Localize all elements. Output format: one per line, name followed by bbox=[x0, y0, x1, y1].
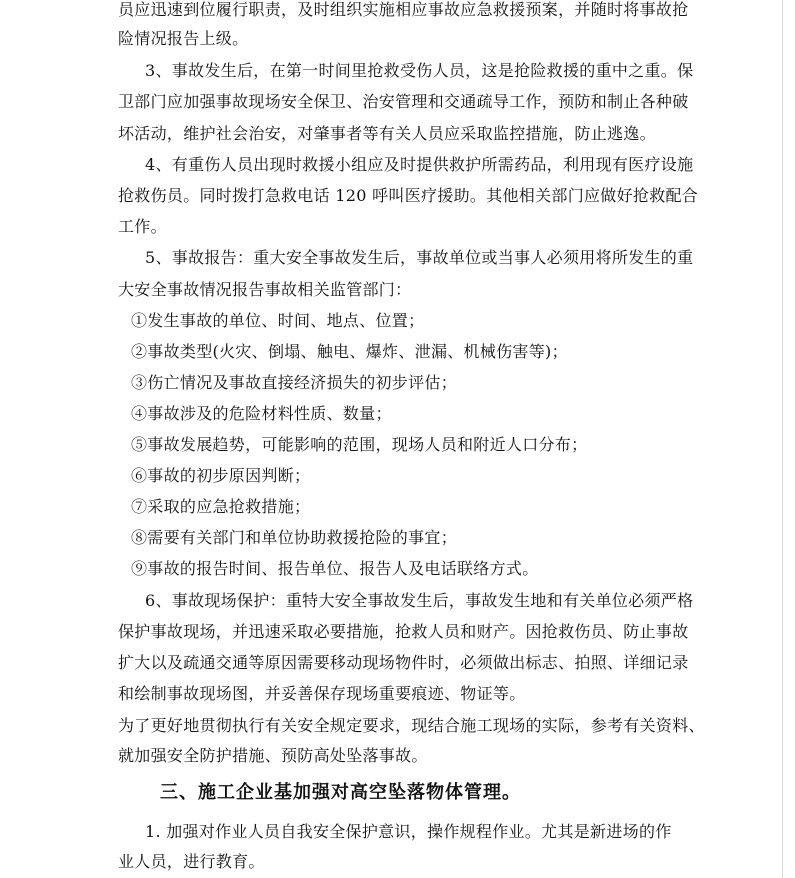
list-item-4: ④事故涉及的危险材料性质、数量； bbox=[131, 404, 392, 423]
paragraph-3-start: 3、事故发生后，在第一时间里抢救受伤人员，这是抢险救援的重中之重。保 bbox=[145, 61, 694, 80]
list-item-2: ②事故类型(火灾、倒塌、触电、爆炸、泄漏、机械伤害等)； bbox=[131, 342, 568, 361]
section-heading: 三、施工企业基加强对高空坠落物体管理。 bbox=[160, 782, 521, 803]
text-line: 员应迅速到位履行职责，及时组织实施相应事故应急救援预案，并随时将事故抢 bbox=[118, 0, 689, 19]
page-edge-divider bbox=[782, 0, 783, 878]
paragraph-6-start: 6、事故现场保护：重特大安全事故发生后，事故发生地和有关单位必须严格 bbox=[145, 591, 694, 610]
list-item-1: ①发生事故的单位、时间、地点、位置； bbox=[131, 311, 425, 330]
text-line: 和绘制事故现场图，并妥善保存现场重要痕迹、物证等。 bbox=[118, 684, 526, 703]
list-item-3: ③伤亡情况及事故直接经济损失的初步评估； bbox=[131, 373, 458, 392]
text-line: 卫部门应加强事故现场安全保卫、治安管理和交通疏导工作，预防和制止各种破 bbox=[118, 92, 689, 111]
text-line: 就加强安全防护措施、预防高处坠落事故。 bbox=[118, 746, 428, 765]
text-line: 坏活动，维护社会治安，对肇事者等有关人员应采取监控措施，防止逃逸。 bbox=[118, 124, 656, 143]
text-line: 工作。 bbox=[118, 217, 167, 236]
text-line: 业人员，进行教育。 bbox=[118, 852, 265, 871]
paragraph-1-start: 1. 加强对作业人员自我安全保护意识，操作规程作业。尤其是新进场的作 bbox=[145, 822, 672, 841]
text-line: 保护事故现场，并迅速采取必要措施，抢救人员和财产。因抢救伤员、防止事故 bbox=[118, 622, 689, 641]
text-line: 大安全事故情况报告事故相关监管部门： bbox=[118, 280, 412, 299]
list-item-7: ⑦采取的应急抢救措施； bbox=[131, 497, 311, 516]
paragraph-5-start: 5、事故报告：重大安全事故发生后，事故单位或当事人必须用将所发生的重 bbox=[145, 248, 694, 267]
list-item-9: ⑨事故的报告时间、报告单位、报告人及电话联络方式。 bbox=[131, 559, 539, 578]
list-item-5: ⑤事故发展趋势，可能影响的范围，现场人员和附近人口分布； bbox=[131, 435, 588, 454]
text-line: 扩大以及疏通交通等原因需要移动现场物件时，必须做出标志、拍照、详细记录 bbox=[118, 653, 689, 672]
text-line: 抢救伤员。同时拨打急救电话 120 呼叫医疗援助。其他相关部门应做好抢救配合 bbox=[118, 186, 699, 205]
list-item-6: ⑥事故的初步原因判断； bbox=[131, 466, 311, 485]
text-line: 为了更好地贯彻执行有关安全规定要求，现结合施工现场的实际，参考有关资料、 bbox=[118, 716, 705, 735]
text-line: 险情况报告上级。 bbox=[118, 29, 249, 48]
list-item-8: ⑧需要有关部门和单位协助救援抢险的事宜； bbox=[131, 528, 458, 547]
paragraph-4-start: 4、有重伤人员出现时救援小组应及时提供救护所需药品，利用现有医疗设施 bbox=[145, 155, 694, 174]
